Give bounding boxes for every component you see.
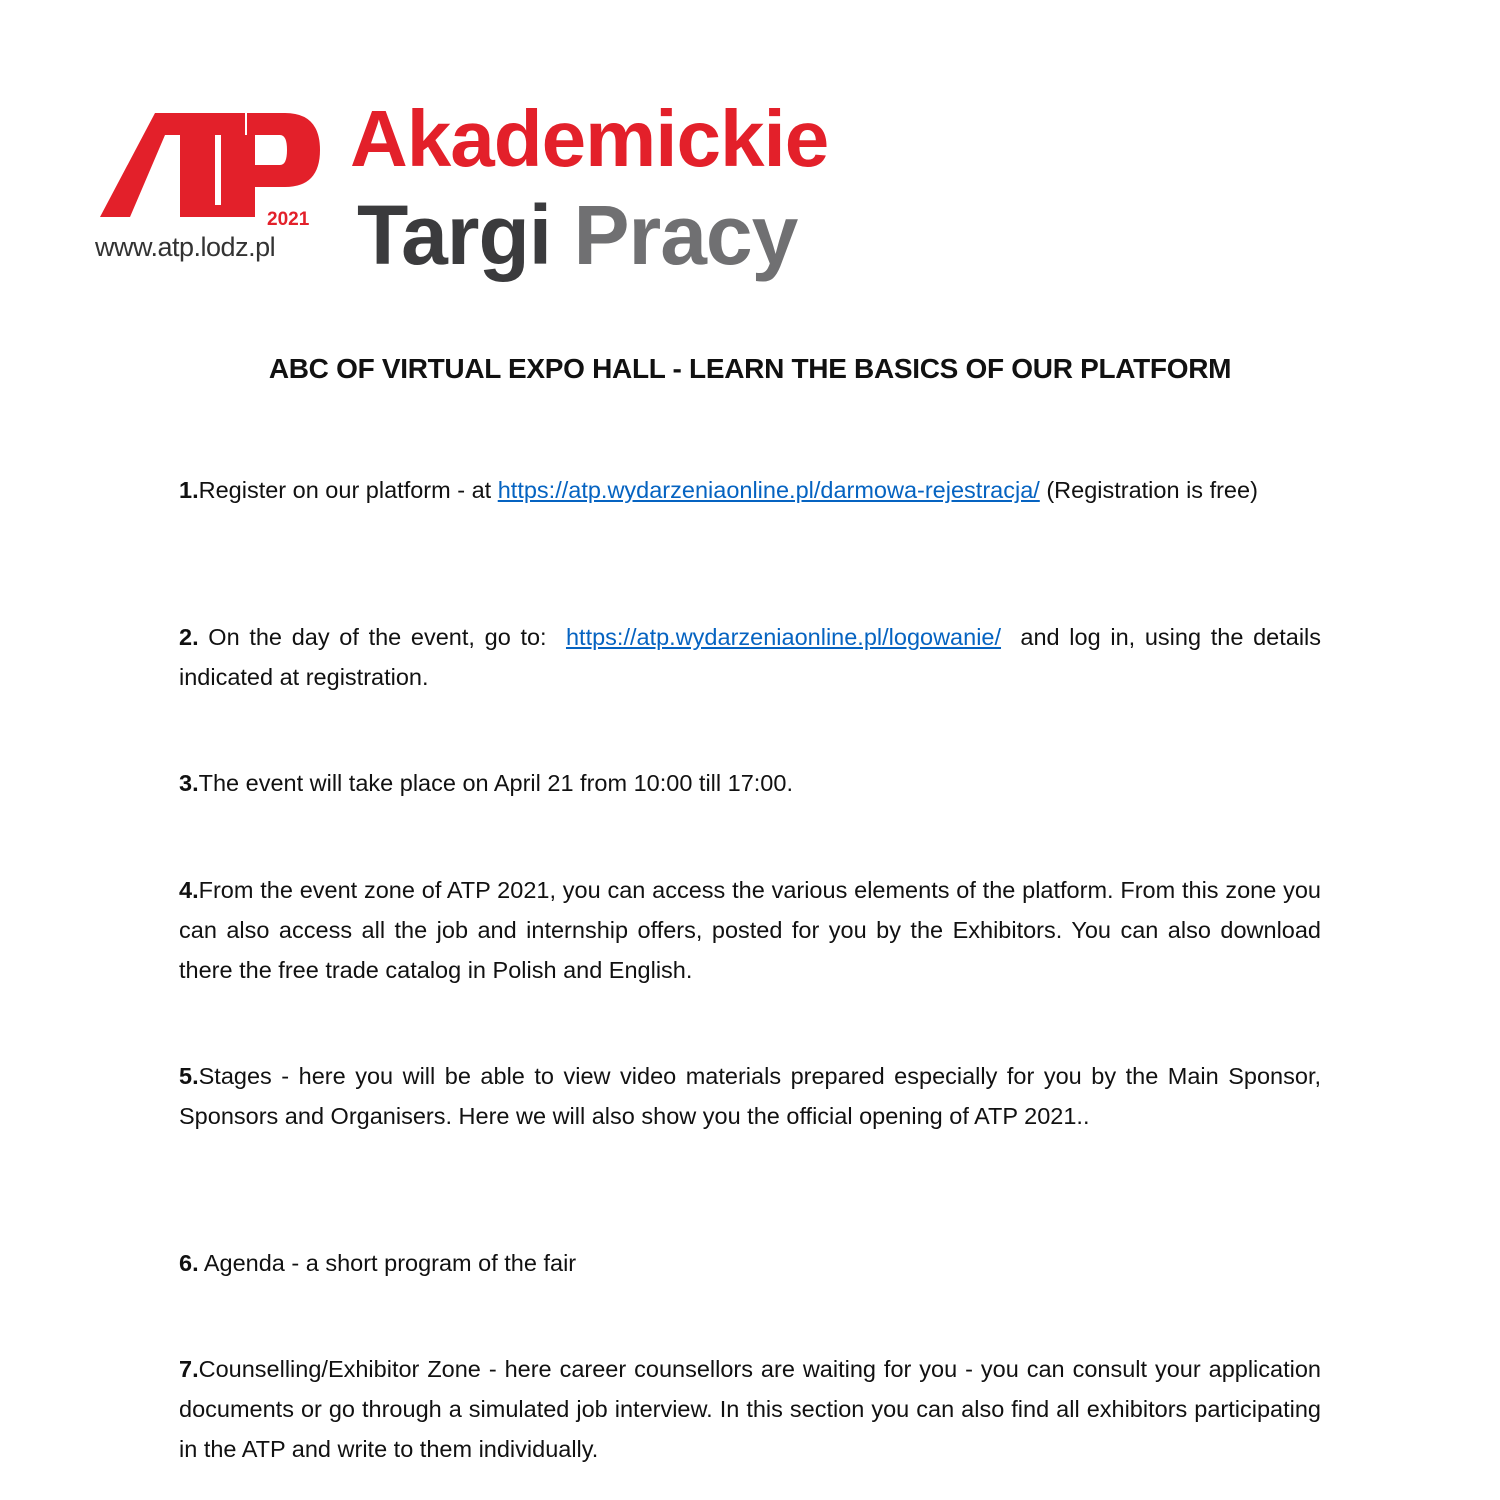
registration-link[interactable]: https://atp.wydarzeniaonline.pl/darmowa-rejestracja/	[497, 477, 1040, 503]
list-item-7	[179, 1349, 1321, 1469]
list-item-2	[179, 617, 1321, 697]
item-number: 3.	[179, 770, 199, 796]
logo-targi-pracy	[357, 187, 797, 284]
list-item-1	[179, 470, 1321, 510]
item-number: 4.	[179, 877, 199, 903]
item-text: Register on our platform - at	[198, 477, 498, 503]
item-text: and log in, using the details indicated at registration.	[179, 624, 1322, 690]
logo-targi: Targi	[357, 188, 552, 282]
list-item-6	[179, 1243, 1321, 1283]
item-text: The event will take place on April 21 from 10:00 till 17:00.	[198, 770, 793, 796]
list-item-3	[179, 763, 1321, 803]
login-link[interactable]: https://atp.wydarzeniaonline.pl/logowanie/	[565, 624, 1002, 650]
item-number: 1.	[179, 477, 199, 503]
item-text: Counselling/Exhibitor Zone - here career counsellors are waiting for you - you can consult your application documents or go through a simulated job interview. In this section you can also find all exhibitors participating in the ATP and write to them individually.	[179, 1356, 1321, 1462]
page-title: ABC OF VIRTUAL EXPO HALL - LEARN THE BASICS OF OUR PLATFORM	[268, 353, 1232, 384]
item-number: 5.	[179, 1063, 199, 1089]
logo-pracy: Pracy	[573, 188, 798, 282]
atp-logo	[95, 94, 875, 295]
item-text: Stages - here you will be able to view video materials prepared especially for you by the Main Sponsor, Sponsors and Organisers. Here we will also show you the official opening of ATP 2021..	[179, 1063, 1321, 1129]
list-item-4	[179, 870, 1321, 990]
list-item-5	[179, 1056, 1321, 1136]
logo-akademickie: Akademickie	[350, 94, 829, 183]
item-text: From the event zone of ATP 2021, you can access the various elements of the platform. From this zone you can also access all the job and internship offers, posted for you by the Exhibitors. You can also download there the free trade catalog in Polish and English.	[179, 877, 1321, 983]
item-number: 2.	[179, 624, 199, 650]
item-text: Agenda - a short program of the fair	[198, 1250, 577, 1276]
item-text: On the day of the event, go to:	[198, 624, 557, 650]
item-number: 7.	[179, 1356, 199, 1382]
item-number: 6.	[179, 1250, 199, 1276]
item-text: (Registration is free)	[1039, 477, 1258, 503]
logo-url: www.atp.lodz.pl	[95, 232, 276, 262]
logo-year: 2021	[267, 209, 310, 230]
